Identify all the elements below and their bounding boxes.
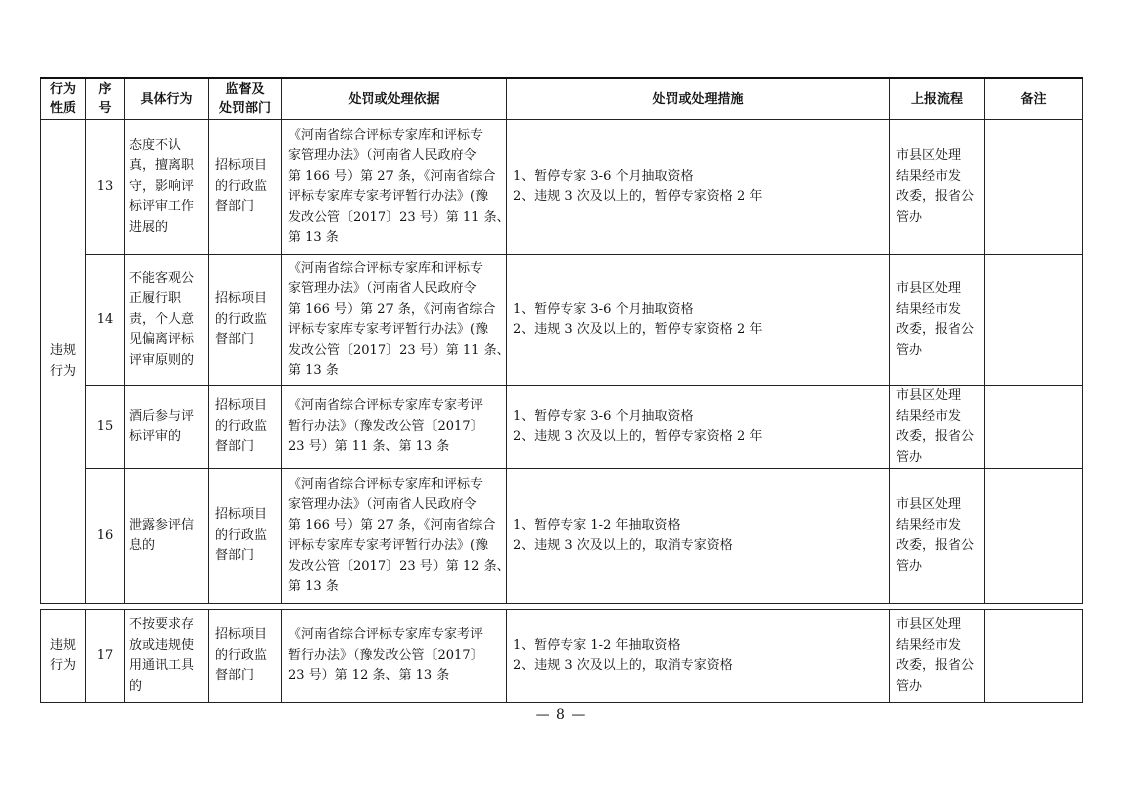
measures-cell: 1、暂停专家 1-2 年抽取资格 2、违规 3 次及以上的，取消专家资格	[507, 610, 890, 703]
department-cell: 招标项目 的行政监 督部门	[209, 120, 282, 255]
behavior-cell: 泄露参评信 息的	[125, 469, 209, 604]
row-number: 15	[86, 386, 125, 469]
row-number: 14	[86, 255, 125, 386]
measures-cell: 1、暂停专家 1-2 年抽取资格 2、违规 3 次及以上的，取消专家资格	[507, 469, 890, 604]
remarks-cell	[985, 386, 1083, 469]
measures-cell: 1、暂停专家 3-6 个月抽取资格 2、违规 3 次及以上的，暂停专家资格 2 年	[507, 120, 890, 255]
department-cell: 招标项目 的行政监 督部门	[209, 255, 282, 386]
page-number: — 8 —	[535, 707, 587, 723]
basis-cell: 《河南省综合评标专家库专家考评 暂行办法》（豫发改公管〔2017〕 23 号）第 12 条、第 13 条	[282, 610, 507, 703]
header-department: 监督及 处罚部门	[209, 78, 282, 120]
table-row	[41, 469, 1083, 604]
basis-cell: 《河南省综合评标专家库和评标专 家管理办法》（河南省人民政府令 第 166 号）第 27 条，《河南省综合 评标专家库专家考评暂行办法》(豫 发改公管〔2017〕23 号）第 12 条、 第 13 条	[282, 469, 507, 604]
behavior-cell: 不能客观公 正履行职 责，个人意 见偏离评标 评审原则的	[125, 255, 209, 386]
flow-cell: 市县区处理 结果经市发 改委，报省公 管办	[890, 255, 985, 386]
flow-cell: 市县区处理 结果经市发 改委，报省公 管办	[890, 120, 985, 255]
basis-cell: 《河南省综合评标专家库和评标专 家管理办法》（河南省人民政府令 第 166 号）第 27 条，《河南省综合 评标专家库专家考评暂行办法》(豫 发改公管〔2017〕23 号）第 11 条、 第 13 条	[282, 255, 507, 386]
header-behavior: 具体行为	[125, 78, 209, 120]
header-measures: 处罚或处理措施	[507, 78, 890, 120]
flow-cell: 市县区处理 结果经市发 改委，报省公 管办	[890, 386, 985, 469]
row-number: 13	[86, 120, 125, 255]
remarks-cell	[985, 610, 1083, 703]
basis-cell: 《河南省综合评标专家库和评标专 家管理办法》（河南省人民政府令 第 166 号）第 27 条，《河南省综合 评标专家库专家考评暂行办法》(豫 发改公管〔2017〕23 号）第 11 条、 第 13 条	[282, 120, 507, 255]
remarks-cell	[985, 255, 1083, 386]
table-header-row	[41, 78, 1083, 120]
table-row	[41, 255, 1083, 386]
remarks-cell	[985, 120, 1083, 255]
category-cell: 违规 行为	[41, 120, 86, 604]
category-cell: 违规 行为	[41, 610, 86, 703]
behavior-cell: 态度不认 真，擅离职 守，影响评 标评审工作 进展的	[125, 120, 209, 255]
penalty-table	[40, 77, 1083, 703]
behavior-cell: 酒后参与评 标评审的	[125, 386, 209, 469]
basis-cell: 《河南省综合评标专家库专家考评 暂行办法》（豫发改公管〔2017〕 23 号）第 11 条、第 13 条	[282, 386, 507, 469]
remarks-cell	[985, 469, 1083, 604]
flow-cell: 市县区处理 结果经市发 改委，报省公 管办	[890, 610, 985, 703]
flow-cell: 市县区处理 结果经市发 改委，报省公 管办	[890, 469, 985, 604]
table-row	[41, 610, 1083, 703]
department-cell: 招标项目 的行政监 督部门	[209, 610, 282, 703]
row-number: 17	[86, 610, 125, 703]
header-category: 行为 性质	[41, 78, 86, 120]
measures-cell: 1、暂停专家 3-6 个月抽取资格 2、违规 3 次及以上的，暂停专家资格 2 年	[507, 255, 890, 386]
department-cell: 招标项目 的行政监 督部门	[209, 386, 282, 469]
row-number: 16	[86, 469, 125, 604]
header-number: 序 号	[86, 78, 125, 120]
table-row	[41, 386, 1083, 469]
behavior-cell: 不按要求存 放或违规使 用通讯工具 的	[125, 610, 209, 703]
table-row	[41, 120, 1083, 255]
department-cell: 招标项目 的行政监 督部门	[209, 469, 282, 604]
header-flow: 上报流程	[890, 78, 985, 120]
header-basis: 处罚或处理依据	[282, 78, 507, 120]
measures-cell: 1、暂停专家 3-6 个月抽取资格 2、违规 3 次及以上的，暂停专家资格 2 年	[507, 386, 890, 469]
header-remarks: 备注	[985, 78, 1083, 120]
